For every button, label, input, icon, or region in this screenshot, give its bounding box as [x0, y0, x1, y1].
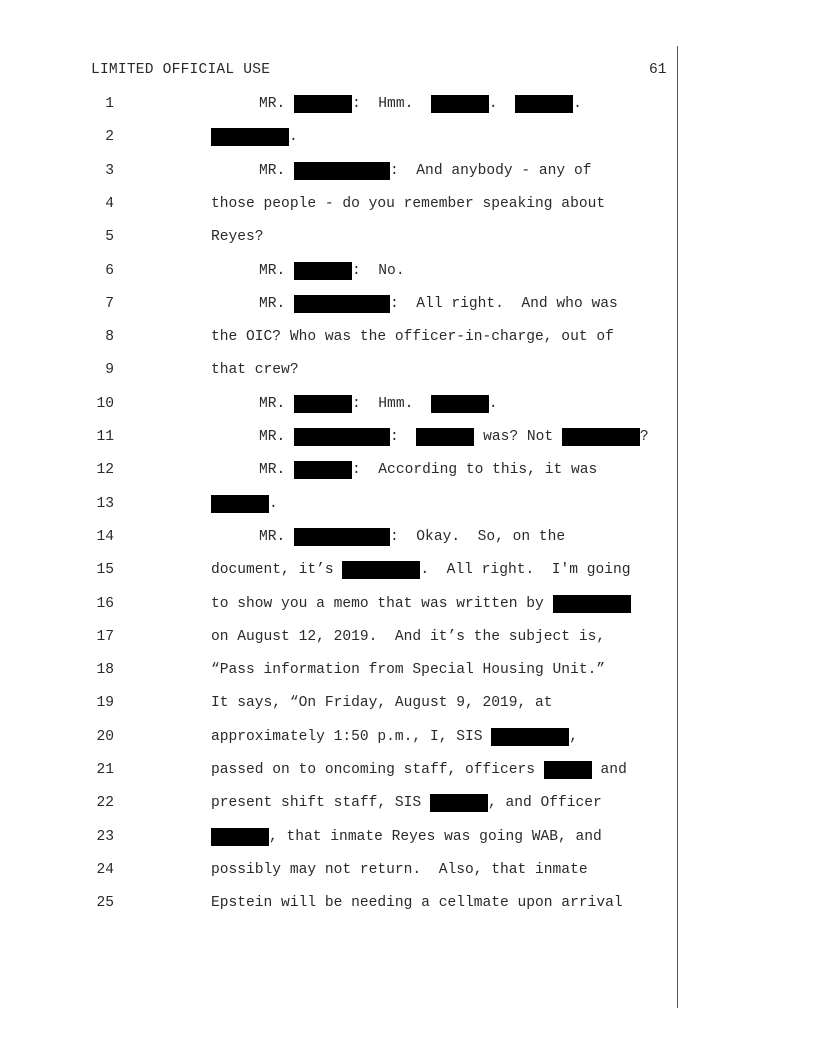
- line-text: [211, 828, 602, 846]
- line-number: 4: [105, 195, 114, 212]
- line-text: [259, 95, 582, 113]
- line-number: 17: [96, 628, 114, 645]
- line-number: 24: [96, 861, 114, 878]
- line-text: [211, 794, 602, 812]
- line-number: 12: [96, 462, 114, 479]
- redaction-box: [431, 95, 489, 113]
- line-text: [211, 328, 614, 346]
- line-text-segment: approximately 1:50 p.m., I, SIS: [211, 728, 492, 745]
- line-text-segment: those people - do you remember speaking about: [211, 195, 606, 212]
- line-number: 15: [96, 562, 114, 579]
- line-number: 23: [96, 828, 114, 845]
- redaction-box: [431, 395, 489, 413]
- line-text-segment: :: [390, 429, 417, 445]
- transcript-line: [0, 528, 816, 561]
- redaction-box: [294, 461, 352, 479]
- transcript-line: [0, 828, 816, 861]
- transcript-line: [0, 95, 816, 128]
- line-text: [211, 894, 623, 912]
- redaction-box: [416, 428, 474, 446]
- transcript-line: [0, 428, 816, 461]
- line-number: 1: [105, 96, 114, 112]
- line-text-segment: : No.: [352, 262, 405, 279]
- line-text: [211, 761, 627, 779]
- line-number: 25: [96, 895, 114, 912]
- line-text: [211, 361, 299, 379]
- line-text-segment: the OIC? Who was the officer-in-charge, out of: [211, 329, 614, 346]
- line-text-segment: : Hmm.: [352, 395, 431, 412]
- line-number: 13: [96, 495, 114, 512]
- line-text-segment: . All right. I'm going: [420, 562, 631, 579]
- transcript-line: [0, 262, 816, 295]
- line-text-segment: to show you a memo that was written by: [211, 595, 553, 612]
- line-text-segment: on August 12, 2019. And it’s the subject is,: [211, 628, 606, 645]
- line-number: 16: [96, 595, 114, 612]
- redaction-box: [294, 295, 390, 313]
- line-text-segment: was? Not: [474, 429, 562, 445]
- transcript-line: [0, 894, 816, 927]
- transcript-line: [0, 861, 816, 894]
- line-text: [259, 528, 565, 546]
- line-text: [259, 162, 591, 180]
- redaction-box: [211, 128, 289, 146]
- transcript-line: [0, 228, 816, 261]
- line-number: 6: [105, 262, 114, 279]
- line-text-segment: : All right. And who was: [390, 295, 618, 312]
- transcript-line: [0, 361, 816, 394]
- line-text: [211, 661, 605, 679]
- line-text-segment: , and Officer: [487, 795, 602, 812]
- line-number: 21: [96, 762, 114, 778]
- line-text: [211, 495, 278, 513]
- line-number: 7: [105, 295, 114, 312]
- redaction-box: [294, 162, 390, 180]
- line-text: [211, 128, 298, 146]
- line-text: [211, 595, 631, 613]
- line-text: [259, 461, 597, 479]
- redaction-box: [294, 395, 352, 413]
- line-text: [211, 728, 578, 746]
- redaction-box: [515, 95, 573, 113]
- transcript-line: [0, 694, 816, 727]
- line-text-segment: : Hmm.: [352, 96, 431, 112]
- line-text: [211, 228, 264, 246]
- transcript-line: [0, 295, 816, 328]
- transcript-line: [0, 195, 816, 228]
- line-text-segment: .: [269, 495, 278, 512]
- transcript-line: [0, 395, 816, 428]
- line-text-segment: : Okay. So, on the: [390, 528, 566, 545]
- line-text-segment: : And anybody - any of: [390, 162, 592, 179]
- transcript-line: [0, 761, 816, 794]
- transcript-line: [0, 628, 816, 661]
- line-text-segment: ?: [639, 429, 649, 445]
- line-text-segment: present shift staff, SIS: [211, 795, 430, 812]
- transcript-line: [0, 561, 816, 594]
- line-number: 22: [96, 795, 114, 812]
- line-text-segment: MR.: [259, 162, 295, 179]
- line-text-segment: and: [591, 762, 627, 778]
- redaction-box: [211, 828, 269, 846]
- line-text-segment: , that inmate Reyes was going WAB, and: [269, 828, 602, 845]
- line-text-segment: that crew?: [211, 362, 299, 379]
- redaction-box: [544, 761, 592, 779]
- line-number: 3: [105, 162, 114, 179]
- line-text-segment: It says, “On Friday, August 9, 2019, at: [211, 695, 553, 712]
- line-text: [259, 262, 405, 280]
- transcript-line: [0, 794, 816, 827]
- line-text-segment: possibly may not return. Also, that inmate: [211, 861, 588, 878]
- line-text-segment: MR.: [259, 295, 295, 312]
- line-text-segment: : According to this, it was: [352, 462, 598, 479]
- line-text-segment: MR.: [259, 429, 295, 445]
- line-number: 18: [96, 662, 114, 679]
- line-number: 9: [105, 362, 114, 379]
- line-text-segment: Reyes?: [211, 229, 264, 246]
- transcript-line: [0, 128, 816, 161]
- line-text-segment: document, it’s: [211, 562, 343, 579]
- line-text: [211, 195, 605, 213]
- line-text-segment: passed on to oncoming staff, officers: [211, 762, 544, 778]
- line-text-segment: .: [573, 96, 582, 112]
- redaction-box: [294, 428, 390, 446]
- redaction-box: [491, 728, 569, 746]
- page-number: 61: [649, 62, 667, 78]
- redaction-box: [294, 262, 352, 280]
- line-number: 5: [105, 229, 114, 246]
- line-text-segment: MR.: [259, 262, 295, 279]
- redaction-box: [553, 595, 631, 613]
- line-text: [259, 295, 618, 313]
- line-number: 10: [96, 395, 114, 412]
- redaction-box: [562, 428, 640, 446]
- redaction-box: [430, 794, 488, 812]
- line-number: 8: [105, 329, 114, 346]
- line-text: [211, 628, 605, 646]
- transcript-line: [0, 328, 816, 361]
- line-text-segment: .: [488, 96, 516, 112]
- line-text-segment: Epstein will be needing a cellmate upon arrival: [211, 895, 623, 912]
- line-text: [211, 561, 631, 579]
- redaction-box: [294, 528, 390, 546]
- transcript-line: [0, 728, 816, 761]
- transcript-line: [0, 495, 816, 528]
- redaction-box: [342, 561, 420, 579]
- line-text-segment: ,: [569, 728, 579, 745]
- line-number: 14: [96, 528, 114, 545]
- line-text-segment: .: [488, 395, 498, 412]
- line-text: [259, 395, 498, 413]
- line-number: 11: [96, 429, 114, 445]
- redaction-box: [211, 495, 269, 513]
- line-text-segment: MR.: [259, 528, 295, 545]
- line-text-segment: MR.: [259, 395, 295, 412]
- line-text: [259, 428, 649, 446]
- line-number: 2: [105, 129, 114, 146]
- line-text-segment: .: [289, 129, 298, 146]
- transcript-line: [0, 162, 816, 195]
- line-number: 19: [96, 695, 114, 712]
- line-text-segment: MR.: [259, 462, 295, 479]
- page-header-classification: LIMITED OFFICIAL USE: [91, 62, 271, 78]
- line-text: [211, 694, 553, 712]
- line-text-segment: “Pass information from Special Housing Unit.”: [211, 662, 606, 679]
- transcript-line: [0, 661, 816, 694]
- line-text: [211, 861, 588, 879]
- line-text-segment: MR.: [259, 96, 295, 112]
- redaction-box: [294, 95, 352, 113]
- transcript-line: [0, 461, 816, 494]
- transcript-line: [0, 595, 816, 628]
- line-number: 20: [96, 728, 114, 745]
